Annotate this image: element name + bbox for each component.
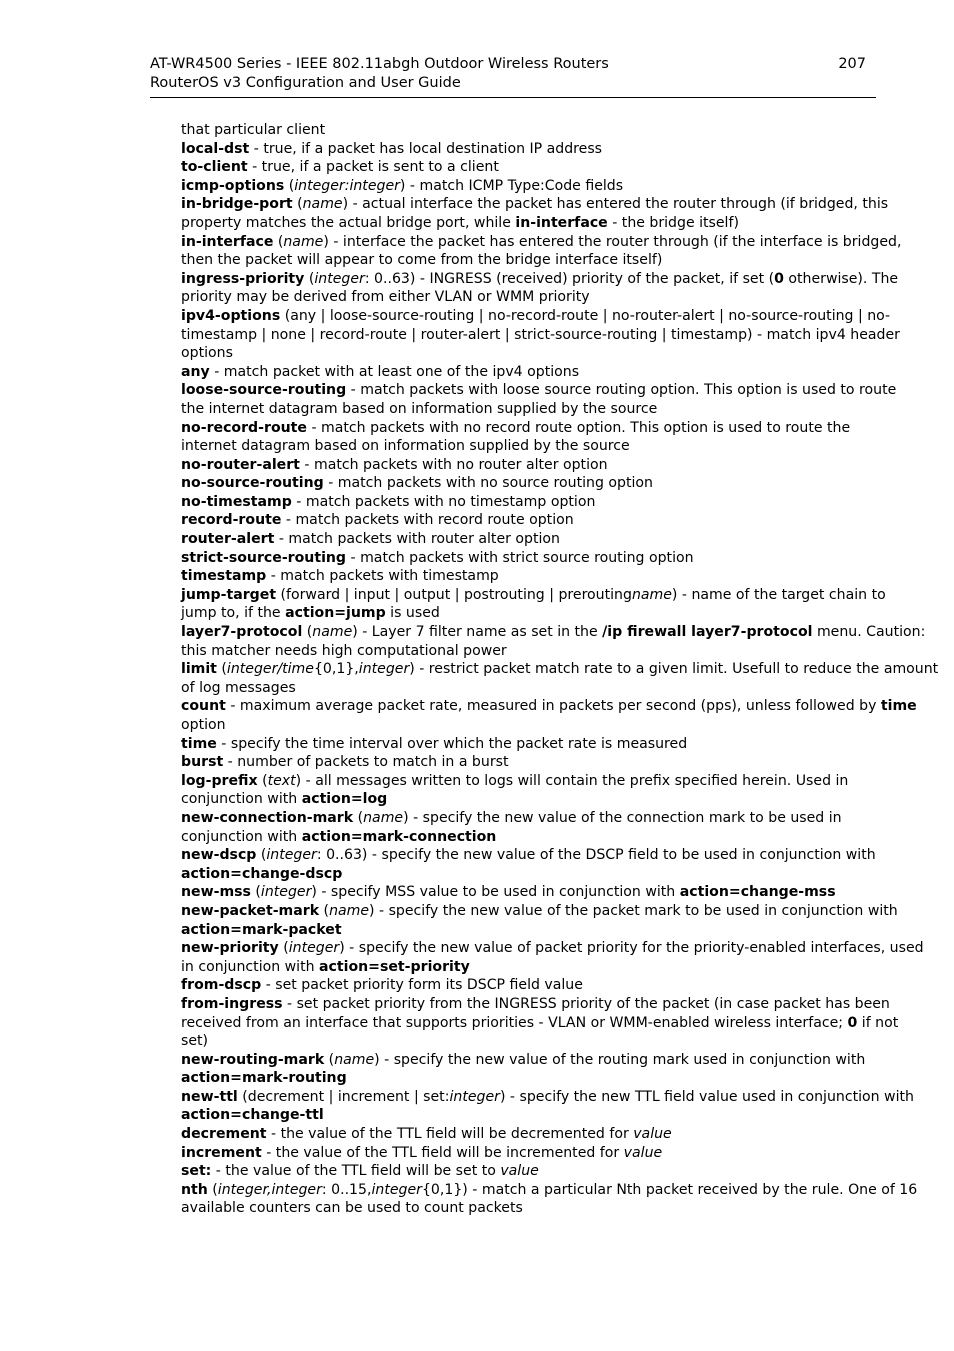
- param-type: integer: [260, 884, 312, 901]
- text-line: [181, 735, 873, 754]
- term: burst: [181, 754, 224, 771]
- text-line: [181, 902, 898, 921]
- term: /ip firewall layer7-protocol: [602, 624, 813, 641]
- text-run: received from an interface that supports priorities - VLAN or WMM-enabled wireless interface;: [181, 1014, 848, 1031]
- text-line: [181, 121, 873, 140]
- text-line: [181, 549, 873, 568]
- body-text: [181, 121, 939, 1218]
- text-line: [181, 1069, 873, 1088]
- term: from-ingress: [181, 995, 283, 1012]
- text-line: [181, 697, 917, 716]
- text-run: this matcher needs high computational power: [181, 642, 507, 659]
- text-line: [181, 883, 873, 902]
- text-line: [181, 1181, 918, 1200]
- text-line: [181, 567, 873, 586]
- text-run: property matches the actual bridge port, while: [181, 214, 516, 231]
- text-run: conjunction with: [181, 791, 302, 808]
- text-line: [181, 1162, 873, 1181]
- text-line: [181, 1051, 873, 1070]
- param-type: name: [283, 233, 324, 250]
- text-run: : 0..63) - specify the new value of the DSCP field to be used in conjunction with: [316, 847, 876, 864]
- document-title: AT-WR4500 Series - IEEE 802.11abgh Outdoor Wireless Routers: [150, 56, 609, 72]
- text-run: ) - name of the target chain to: [671, 586, 886, 603]
- text-line: [181, 753, 873, 772]
- term: no-router-alert: [181, 456, 300, 473]
- term: loose-source-routing: [181, 382, 347, 399]
- text-line: [181, 363, 873, 382]
- text-line: [181, 995, 890, 1014]
- text-run: - match packet with at least one of the ipv4 options: [209, 363, 580, 380]
- text-run: ) - specify the new value of the packet mark to be used in conjunction with: [369, 902, 898, 919]
- term: in-interface: [181, 233, 274, 250]
- term: action=mark-packet: [181, 921, 342, 938]
- term: action=jump: [285, 605, 386, 622]
- text-run: of log messages: [181, 679, 296, 696]
- term: new-packet-mark: [181, 902, 320, 919]
- text-line: [181, 679, 873, 698]
- text-line: [181, 140, 873, 159]
- text-run: ) - interface the packet has entered the router through (if the interface is bridged,: [323, 233, 902, 250]
- term: ipv4-options: [181, 307, 281, 324]
- text-run: options: [181, 345, 233, 362]
- text-line: [181, 828, 873, 847]
- text-line: [181, 586, 886, 605]
- term: 0: [847, 1014, 858, 1031]
- text-line: [181, 660, 939, 679]
- term: new-priority: [181, 940, 279, 957]
- text-line: [181, 958, 873, 977]
- text-line: [181, 1125, 873, 1144]
- term: new-mss: [181, 884, 251, 901]
- text-run: ) - restrict packet match rate to a given limit. Usefull to reduce the amount: [409, 661, 939, 678]
- document-subtitle: RouterOS v3 Configuration and User Guide: [150, 75, 461, 91]
- text-run: (: [257, 772, 268, 789]
- text-line: [181, 214, 873, 233]
- text-run: (: [353, 809, 364, 826]
- term: icmp-options: [181, 177, 285, 194]
- text-line: [181, 790, 873, 809]
- text-line: [181, 381, 897, 400]
- text-run: - true, if a packet has local destination IP address: [249, 140, 603, 157]
- text-line: [181, 288, 873, 307]
- text-run: - set packet priority form its DSCP field value: [261, 977, 583, 994]
- text-line: [181, 326, 900, 345]
- text-line: [181, 195, 889, 214]
- term: new-dscp: [181, 847, 257, 864]
- term: no-timestamp: [181, 493, 292, 510]
- text-run: then the packet will appear to come from the bridge interface itself): [181, 252, 663, 269]
- text-line: [181, 456, 873, 475]
- text-run: ) - specify MSS value to be used in conjunction with: [311, 884, 680, 901]
- text-line: [181, 158, 873, 177]
- text-run: - the value of the TTL field will be incremented for: [261, 1144, 624, 1161]
- text-line: [181, 511, 873, 530]
- param-type: name: [329, 902, 370, 919]
- text-run: the internet datagram based on information supplied by the source: [181, 400, 658, 417]
- term: ingress-priority: [181, 270, 305, 287]
- term: any: [181, 363, 210, 380]
- term: record-route: [181, 512, 282, 529]
- text-run: available counters can be used to count packets: [181, 1200, 523, 1217]
- param-type: name: [363, 809, 404, 826]
- text-run: (: [324, 1051, 335, 1068]
- text-run: option: [181, 717, 226, 733]
- term: new-routing-mark: [181, 1051, 325, 1068]
- text-line: [181, 716, 873, 735]
- text-run: menu. Caution:: [812, 624, 926, 641]
- term: action=set-priority: [319, 958, 470, 975]
- text-run: (forward | input | output | postrouting | prerouting: [276, 586, 632, 603]
- text-run: - match packets with record route option: [281, 512, 574, 529]
- text-run: ) - all messages written to logs will contain the prefix specified herein. Used in: [295, 772, 849, 789]
- term: action=change-mss: [679, 884, 836, 901]
- text-run: (: [250, 884, 261, 901]
- text-run: - the value of the TTL field will be decremented for: [266, 1126, 634, 1143]
- text-run: : 0..63) - INGRESS (received) priority of the packet, if set (: [364, 270, 775, 287]
- text-line: [181, 623, 926, 642]
- text-line: [181, 809, 873, 828]
- text-line: [181, 772, 873, 791]
- text-run: conjunction with: [181, 828, 302, 845]
- text-run: - set packet priority from the INGRESS priority of the packet (in case packet has been: [282, 995, 890, 1012]
- text-run: (decrement | increment | set:: [237, 1088, 450, 1105]
- text-run: ) - specify the new value of the routing mark used in conjunction with: [374, 1051, 866, 1068]
- param-type: value: [623, 1144, 663, 1161]
- param-type: name: [302, 196, 343, 213]
- term: to-client: [181, 159, 248, 176]
- text-run: ) - actual interface the packet has entered the router through (if bridged, this: [342, 196, 889, 213]
- text-run: (: [284, 177, 295, 194]
- term: no-record-route: [181, 419, 307, 436]
- term: 0: [774, 270, 784, 287]
- text-line: [181, 1088, 914, 1107]
- term: in-interface: [515, 214, 608, 231]
- param-type: text: [267, 772, 296, 789]
- text-line: [181, 400, 873, 419]
- text-run: - number of packets to match in a burst: [223, 754, 509, 771]
- param-type: integer: [358, 661, 410, 678]
- text-run: jump to, if the: [181, 605, 286, 622]
- text-run: set): [181, 1033, 209, 1050]
- page-number: 207: [838, 56, 866, 72]
- text-line: [181, 939, 924, 958]
- text-run: that particular client: [181, 122, 326, 138]
- text-line: [181, 921, 873, 940]
- text-line: [181, 177, 873, 196]
- text-run: ) - match ICMP Type:Code fields: [399, 177, 624, 194]
- text-run: (: [273, 233, 284, 250]
- param-type: name: [312, 624, 353, 641]
- text-run: - true, if a packet is sent to a client: [247, 159, 499, 176]
- text-run: (: [319, 902, 330, 919]
- text-line: [181, 233, 902, 252]
- page-header: [150, 55, 874, 93]
- text-line: [181, 270, 899, 289]
- term: action=mark-routing: [181, 1070, 347, 1087]
- text-run: : 0..15,: [321, 1181, 372, 1198]
- text-line: [181, 1014, 899, 1033]
- param-type: integer: [314, 270, 365, 287]
- text-line: [181, 865, 873, 884]
- text-line: [181, 604, 873, 623]
- text-line: [181, 1199, 873, 1218]
- term: local-dst: [181, 140, 250, 157]
- text-line: [181, 976, 873, 995]
- text-run: (: [278, 940, 289, 957]
- text-run: timestamp | none | record-route | router-alert | strict-source-routing | timestamp) - match ipv4 header: [181, 326, 900, 343]
- text-run: - the bridge itself): [607, 214, 739, 231]
- text-line: [181, 493, 873, 512]
- param-type: integer: [266, 847, 317, 864]
- text-run: (: [304, 270, 315, 287]
- text-run: (: [292, 196, 303, 213]
- text-run: priority may be derived from either VLAN or WMM priority: [181, 289, 590, 306]
- text-run: internet datagram based on information supplied by the source: [181, 438, 630, 455]
- term: increment: [181, 1144, 262, 1161]
- text-run: ) - specify the new TTL field value used in conjunction with: [499, 1088, 914, 1105]
- term: decrement: [181, 1126, 267, 1143]
- term: time: [880, 698, 917, 715]
- text-run: otherwise). The: [783, 270, 899, 287]
- text-run: - match packets with no timestamp option: [291, 493, 596, 510]
- param-type: integer/time: [226, 661, 314, 678]
- text-run: - match packets with router alter option: [274, 531, 560, 548]
- text-run: - match packets with loose source routing option. This option is used to route: [346, 382, 897, 399]
- text-run: (: [207, 1181, 218, 1198]
- param-type: integer: [288, 940, 340, 957]
- param-type: integer:integer: [294, 177, 400, 194]
- param-type: integer: [449, 1088, 500, 1105]
- text-run: (: [302, 624, 313, 641]
- term: action=change-ttl: [181, 1107, 324, 1124]
- param-type: integer,integer: [217, 1181, 322, 1198]
- term: new-ttl: [181, 1088, 238, 1105]
- term: set:: [181, 1163, 212, 1180]
- text-line: [181, 437, 873, 456]
- text-line: [181, 344, 873, 363]
- text-run: - maximum average packet rate, measured in packets per second (pps), unless followed by: [225, 698, 881, 715]
- term: action=log: [301, 791, 388, 808]
- text-line: [181, 530, 873, 549]
- term: no-source-routing: [181, 475, 324, 492]
- param-type: value: [500, 1163, 539, 1180]
- text-run: - match packets with no source routing option: [323, 475, 653, 492]
- text-line: [181, 1144, 873, 1163]
- param-type: name: [334, 1051, 375, 1068]
- text-run: - match packets with strict source routing option: [346, 549, 694, 566]
- text-run: (any | loose-source-routing | no-record-route | no-router-alert | no-source-routing | no-: [280, 307, 891, 324]
- text-run: if not: [857, 1014, 899, 1031]
- term: limit: [181, 661, 217, 678]
- text-line: [181, 251, 873, 270]
- text-run: - match packets with no record route option. This option is used to route the: [306, 419, 851, 436]
- text-run: is used: [385, 605, 440, 622]
- text-run: {0,1}) - match a particular Nth packet received by the rule. One of 16: [421, 1181, 918, 1198]
- term: router-alert: [181, 531, 275, 548]
- text-line: [181, 846, 876, 865]
- text-run: - match packets with no router alter option: [299, 456, 608, 473]
- text-run: ) - specify the new value of packet priority for the priority-enabled interfaces, used: [339, 940, 924, 957]
- text-line: [181, 642, 873, 661]
- term: time: [181, 735, 217, 752]
- header-divider: [150, 97, 876, 98]
- param-type: name: [631, 586, 672, 603]
- text-run: - specify the time interval over which the packet rate is measured: [216, 735, 688, 752]
- text-line: [181, 1106, 873, 1125]
- term: log-prefix: [181, 772, 258, 789]
- term: in-bridge-port: [181, 196, 293, 213]
- term: strict-source-routing: [181, 549, 347, 566]
- text-run: in conjunction with: [181, 958, 320, 975]
- text-run: ) - Layer 7 filter name as set in the: [352, 624, 603, 641]
- term: timestamp: [181, 568, 267, 585]
- text-run: {0,1},: [313, 661, 359, 678]
- term: jump-target: [181, 586, 277, 603]
- text-run: - the value of the TTL field will be set to: [211, 1163, 501, 1180]
- term: action=change-dscp: [181, 865, 343, 882]
- term: layer7-protocol: [181, 624, 303, 641]
- param-type: integer: [371, 1181, 422, 1198]
- term: new-connection-mark: [181, 809, 354, 826]
- term: from-dscp: [181, 977, 262, 994]
- term: action=mark-connection: [301, 828, 497, 845]
- term: nth: [181, 1181, 208, 1198]
- term: count: [181, 698, 226, 715]
- text-line: [181, 1032, 873, 1051]
- text-run: ) - specify the new value of the connection mark to be used in: [403, 809, 842, 826]
- text-run: (: [256, 847, 267, 864]
- param-type: value: [633, 1126, 672, 1143]
- text-line: [181, 474, 873, 493]
- text-run: (: [216, 661, 227, 678]
- text-line: [181, 419, 873, 438]
- text-run: - match packets with timestamp: [266, 568, 499, 585]
- text-line: [181, 307, 891, 326]
